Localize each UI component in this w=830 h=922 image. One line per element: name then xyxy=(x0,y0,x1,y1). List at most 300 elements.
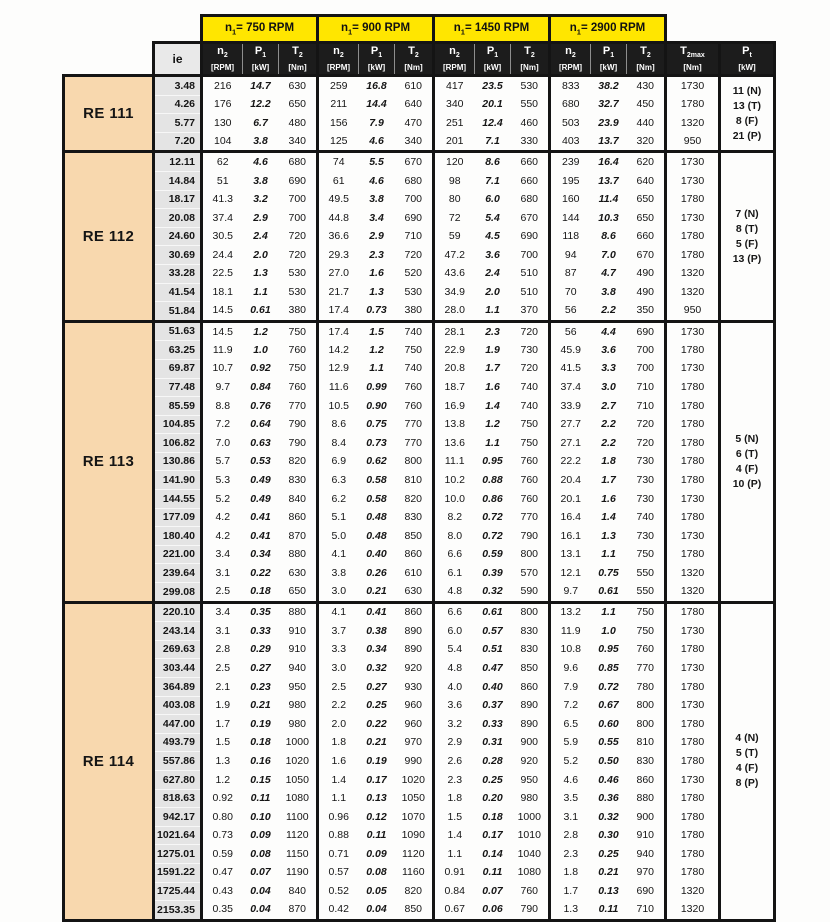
ie-cell: 557.86 xyxy=(154,752,202,771)
n2-cell: 216 xyxy=(202,76,243,96)
n2-cell: 4.1 xyxy=(318,602,359,622)
p1-cell: 38.2 xyxy=(591,76,627,96)
n2-cell: 27.0 xyxy=(328,267,349,280)
n2-cell: 27.7 xyxy=(560,418,581,431)
t2max-cell: 1320 xyxy=(666,901,720,921)
speed-band-2900: $n_1= 2900$ RPM xyxy=(550,16,666,43)
p1-cell: 0.37 xyxy=(482,699,503,712)
p1-cell: 7.0 xyxy=(601,248,616,261)
t2max-cell: 1730 xyxy=(666,490,720,509)
n2-cell: 0.42 xyxy=(318,901,359,921)
band-spacer-right xyxy=(666,16,775,43)
t2-cell: 640 xyxy=(627,171,666,190)
t2-cell: 760 xyxy=(279,341,318,360)
p1-cell: 0.06 xyxy=(475,901,511,921)
t2-cell: 1000 xyxy=(279,733,318,752)
group-label: RE 114 xyxy=(64,602,154,920)
t2-cell: 760 xyxy=(511,490,550,509)
p1-cell: 0.88 xyxy=(482,474,503,487)
p1-cell: 4.6 xyxy=(243,152,279,172)
p1-cell: 7.1 xyxy=(485,135,500,148)
t2-cell: 790 xyxy=(511,901,550,921)
t2-cell: 960 xyxy=(395,715,434,734)
p1-cell: 0.32 xyxy=(482,585,503,598)
n2-cell: 6.3 xyxy=(331,474,347,487)
t2max-cell: 1320 xyxy=(666,264,720,283)
t2-cell: 660 xyxy=(627,227,666,246)
t2-cell: 790 xyxy=(279,415,318,434)
n2-cell: 2.0 xyxy=(331,717,347,730)
n2-cell: 2.5 xyxy=(331,680,347,693)
n2-cell: 22.9 xyxy=(444,343,465,356)
group-label: RE 112 xyxy=(64,152,154,321)
p1-cell: 0.72 xyxy=(598,680,619,693)
p1-cell: 0.35 xyxy=(243,602,279,622)
p1-cell: 0.38 xyxy=(366,624,387,637)
n2-cell: 30.5 xyxy=(212,230,233,243)
t2-cell: 700 xyxy=(511,246,550,265)
t2-cell: 980 xyxy=(511,789,550,808)
t2-cell: 720 xyxy=(279,227,318,246)
t2-cell: 840 xyxy=(279,490,318,509)
t2-cell: 800 xyxy=(627,715,666,734)
t2max-cell: 1730 xyxy=(666,171,720,190)
t2-cell: 750 xyxy=(511,434,550,453)
n2-cell: 2.8 xyxy=(215,643,231,656)
p1-cell: 0.73 xyxy=(366,304,387,317)
n2-cell: 5.4 xyxy=(447,643,463,656)
n2-cell: 156 xyxy=(329,116,348,129)
p1-cell: 5.5 xyxy=(359,152,395,172)
t2max-cell: 1730 xyxy=(666,152,720,172)
n2-cell: 37.4 xyxy=(560,381,581,394)
p1-cell: 0.49 xyxy=(250,474,271,487)
t2-cell: 900 xyxy=(627,808,666,827)
n2-cell: 0.57 xyxy=(328,866,349,879)
n2-cell: 130 xyxy=(213,116,232,129)
p1-cell: 1.4 xyxy=(601,511,616,524)
ie-cell: 41.54 xyxy=(154,283,202,302)
n2-cell: 13.8 xyxy=(444,418,465,431)
t2-cell: 870 xyxy=(279,901,318,921)
n2-cell: 7.9 xyxy=(563,680,579,693)
n2-cell: 8.6 xyxy=(331,418,347,431)
data-row xyxy=(64,490,775,509)
p1-cell: 0.08 xyxy=(366,866,387,879)
p1-cell: 3.8 xyxy=(253,135,268,148)
t2-cell: 700 xyxy=(279,209,318,228)
t2-cell: 690 xyxy=(627,882,666,901)
n2-cell: 10.7 xyxy=(212,362,233,375)
ie-cell: 51.63 xyxy=(154,321,202,341)
n2-cell: 1.9 xyxy=(215,699,231,712)
t2-cell: 720 xyxy=(279,246,318,265)
p1-cell: 0.11 xyxy=(482,866,503,879)
t2-cell: 900 xyxy=(511,733,550,752)
p1-cell: 0.14 xyxy=(482,847,503,860)
p1-cell: 0.95 xyxy=(598,643,619,656)
n2-cell: 120 xyxy=(434,152,475,172)
table-body xyxy=(64,76,775,921)
p1-cell: 0.57 xyxy=(482,624,503,637)
t2-cell: 720 xyxy=(395,246,434,265)
n2-cell: 2.6 xyxy=(447,754,463,767)
p1-cell: 1.3 xyxy=(601,529,616,542)
t2-cell: 480 xyxy=(279,114,318,133)
data-row xyxy=(64,246,775,265)
t2max-cell: 1730 xyxy=(666,622,720,641)
n2-cell: 1.5 xyxy=(447,810,463,823)
n2-cell: 2.2 xyxy=(331,699,347,712)
t2-cell: 700 xyxy=(627,341,666,360)
n2-cell: 20.8 xyxy=(444,362,465,375)
n2-cell: 211 xyxy=(330,98,348,111)
t2max-cell: 1780 xyxy=(666,227,720,246)
n2-cell: 2.9 xyxy=(447,736,463,749)
n2-cell: 41.3 xyxy=(212,193,233,206)
p1-cell: 1.1 xyxy=(485,304,500,317)
p1-cell: 0.33 xyxy=(482,717,503,730)
n2-cell: 28.1 xyxy=(434,321,475,341)
n2-cell: 13.1 xyxy=(560,548,581,561)
t2-cell: 820 xyxy=(279,452,318,471)
p1-cell: 4.4 xyxy=(591,321,627,341)
t2-cell: 710 xyxy=(627,397,666,416)
n2-cell: 4.8 xyxy=(447,585,463,598)
n2-cell: 6.1 xyxy=(447,566,463,579)
p1-cell: 10.3 xyxy=(598,211,619,224)
n2-cell: 47.2 xyxy=(444,248,465,261)
t2max-cell: 1780 xyxy=(666,826,720,845)
col-header-t2-900: $T_2$ [Nm] xyxy=(395,43,434,76)
n2-cell: 6.0 xyxy=(447,624,463,637)
ie-cell: 303.44 xyxy=(154,659,202,678)
t2-cell: 870 xyxy=(279,527,318,546)
ie-cell: 24.60 xyxy=(154,227,202,246)
t2-cell: 790 xyxy=(511,527,550,546)
t2max-cell: 1320 xyxy=(666,114,720,133)
ie-cell: 818.63 xyxy=(154,789,202,808)
n2-cell: 4.8 xyxy=(447,661,463,674)
data-row xyxy=(64,583,775,603)
p1-cell: 1.2 xyxy=(369,343,384,356)
t2-cell: 650 xyxy=(627,190,666,209)
data-row xyxy=(64,209,775,228)
p1-cell: 0.90 xyxy=(366,399,387,412)
p1-cell: 2.0 xyxy=(253,248,268,261)
p1-cell: 0.26 xyxy=(366,566,387,579)
t2-cell: 950 xyxy=(511,770,550,789)
t2-cell: 610 xyxy=(395,76,434,96)
p1-cell: 0.72 xyxy=(482,511,503,524)
t2-cell: 890 xyxy=(511,696,550,715)
ie-cell: 627.80 xyxy=(154,770,202,789)
col-header-t2max: $T_{2max}$ [Nm] xyxy=(666,43,720,76)
n2-cell: 0.52 xyxy=(328,885,349,898)
t2-cell: 740 xyxy=(627,508,666,527)
group-label: RE 111 xyxy=(64,76,154,152)
p1-cell: 0.19 xyxy=(366,754,387,767)
t2-cell: 830 xyxy=(627,752,666,771)
n2-cell: 13.2 xyxy=(550,602,591,622)
ie-cell: 4.26 xyxy=(154,95,202,114)
t2-cell: 750 xyxy=(511,415,550,434)
ie-cell: 299.08 xyxy=(154,583,202,603)
n2-cell: 259 xyxy=(318,76,359,96)
n2-cell: 22.5 xyxy=(212,267,233,280)
p1-cell: 0.99 xyxy=(366,381,387,394)
t2max-cell: 1780 xyxy=(666,733,720,752)
p1-cell: 0.32 xyxy=(598,810,619,823)
p1-cell: 0.17 xyxy=(366,773,387,786)
n2-cell: 14.2 xyxy=(328,343,349,356)
t2-cell: 790 xyxy=(279,434,318,453)
ie-cell: 177.09 xyxy=(154,508,202,527)
p1-cell: 1.1 xyxy=(591,602,627,622)
n2-cell: 36.6 xyxy=(328,230,349,243)
p1-cell: 0.75 xyxy=(598,566,619,579)
t2max-cell: 1780 xyxy=(666,863,720,882)
gear-ratings-table xyxy=(62,14,776,922)
header-spacer-group xyxy=(64,43,154,76)
data-row xyxy=(64,545,775,564)
ie-cell: 1591.22 xyxy=(154,863,202,882)
p1-cell: 3.8 xyxy=(253,174,268,187)
t2-cell: 1120 xyxy=(279,826,318,845)
t2-cell: 1020 xyxy=(279,752,318,771)
n2-cell: 11.1 xyxy=(444,455,465,468)
n2-cell: 0.59 xyxy=(212,847,233,860)
p1-cell: 6.7 xyxy=(253,116,268,129)
p1-cell: 0.72 xyxy=(482,529,503,542)
t2-cell: 1050 xyxy=(395,789,434,808)
t2max-cell: 1780 xyxy=(666,452,720,471)
n2-cell: 160 xyxy=(561,193,580,206)
n2-cell: 833 xyxy=(550,76,591,96)
n2-cell: 11.6 xyxy=(328,381,349,394)
t2max-cell: 1780 xyxy=(666,471,720,490)
col-header-t2-2900: $T_2$ [Nm] xyxy=(627,43,666,76)
t2-cell: 910 xyxy=(279,640,318,659)
n2-cell: 14.5 xyxy=(212,304,233,317)
t2-cell: 800 xyxy=(511,602,550,622)
p1-cell: 0.48 xyxy=(366,511,387,524)
t2-cell: 1080 xyxy=(279,789,318,808)
t2-cell: 660 xyxy=(511,171,550,190)
data-row xyxy=(64,659,775,678)
t2max-cell: 1730 xyxy=(666,696,720,715)
data-row xyxy=(64,359,775,378)
p1-cell: 3.2 xyxy=(253,193,268,206)
ie-cell: 144.55 xyxy=(154,490,202,509)
p1-cell: 0.33 xyxy=(250,624,271,637)
p1-cell: 0.27 xyxy=(250,661,271,674)
n2-cell: 3.4 xyxy=(202,602,243,622)
p1-cell: 0.64 xyxy=(250,418,271,431)
n2-cell: 4.6 xyxy=(563,773,579,786)
n2-cell: 8.8 xyxy=(215,399,231,412)
ie-cell: 12.11 xyxy=(154,152,202,172)
ie-cell: 243.14 xyxy=(154,622,202,641)
n2-cell: 201 xyxy=(445,135,464,148)
p1-cell: 3.6 xyxy=(485,248,500,261)
t2-cell: 750 xyxy=(279,359,318,378)
n2-cell: 74 xyxy=(318,152,359,172)
p1-cell: 0.30 xyxy=(598,829,619,842)
t2-cell: 760 xyxy=(395,378,434,397)
p1-cell: 0.36 xyxy=(598,792,619,805)
n2-cell: 1.8 xyxy=(331,736,347,749)
data-row xyxy=(64,452,775,471)
n2-cell: 0.92 xyxy=(212,792,233,805)
t2-cell: 710 xyxy=(395,227,434,246)
n2-cell: 340 xyxy=(445,98,464,111)
p1-cell: 2.2 xyxy=(601,436,616,449)
t2-cell: 430 xyxy=(627,76,666,96)
p1-cell: 0.21 xyxy=(366,585,387,598)
n2-cell: 49.5 xyxy=(328,193,349,206)
t2-cell: 1160 xyxy=(395,863,434,882)
t2max-cell: 1780 xyxy=(666,508,720,527)
n2-cell: 0.47 xyxy=(212,866,233,879)
t2-cell: 810 xyxy=(395,471,434,490)
ie-cell: 18.17 xyxy=(154,190,202,209)
n2-cell: 1.5 xyxy=(215,736,231,749)
n2-cell: 1.6 xyxy=(331,754,347,767)
pt-cell: 7 (N) 8 (T) 5 (F) 13 (P) xyxy=(720,152,775,321)
p1-cell: 0.08 xyxy=(250,847,271,860)
t2-cell: 550 xyxy=(627,564,666,583)
t2-cell: 1010 xyxy=(511,826,550,845)
p1-cell: 12.4 xyxy=(482,116,503,129)
n2-cell: 3.0 xyxy=(331,585,347,598)
t2-cell: 910 xyxy=(279,622,318,641)
data-row xyxy=(64,302,775,322)
t2max-cell: 1780 xyxy=(666,190,720,209)
p1-cell: 0.41 xyxy=(250,529,271,542)
p1-cell: 0.21 xyxy=(598,866,619,879)
n2-cell: 0.84 xyxy=(444,885,465,898)
t2max-cell: 950 xyxy=(666,132,720,152)
col-header-n2-2900: $n_2$ [RPM] xyxy=(550,43,591,76)
n2-cell: 24.4 xyxy=(212,248,233,261)
t2-cell: 700 xyxy=(279,190,318,209)
n2-cell: 3.1 xyxy=(215,566,231,579)
p1-cell: 2.9 xyxy=(369,230,384,243)
column-header-row xyxy=(64,43,775,76)
p1-cell: 1.1 xyxy=(601,548,616,561)
data-row xyxy=(64,808,775,827)
p1-cell: 6.0 xyxy=(485,193,500,206)
t2-cell: 1050 xyxy=(279,770,318,789)
col-header-t2-750: $T_2$ [Nm] xyxy=(279,43,318,76)
p1-cell: 0.34 xyxy=(250,548,271,561)
p1-cell: 3.8 xyxy=(369,193,384,206)
p1-cell: 0.28 xyxy=(482,754,503,767)
p1-cell: 0.41 xyxy=(359,602,395,622)
t2-cell: 950 xyxy=(279,678,318,697)
n2-cell: 70 xyxy=(564,286,577,299)
data-row xyxy=(64,826,775,845)
p1-cell: 0.13 xyxy=(598,885,619,898)
p1-cell: 14.7 xyxy=(243,76,279,96)
t2max-cell: 1780 xyxy=(666,715,720,734)
p1-cell: 0.12 xyxy=(366,810,387,823)
n2-cell: 4.1 xyxy=(331,548,347,561)
n2-cell: 118 xyxy=(562,230,580,243)
p1-cell: 1.8 xyxy=(601,455,616,468)
n2-cell: 10.2 xyxy=(444,474,465,487)
t2max-cell: 1730 xyxy=(666,76,720,96)
n2-cell: 2.5 xyxy=(215,661,231,674)
t2-cell: 730 xyxy=(627,471,666,490)
data-row xyxy=(64,602,775,622)
ie-cell: 14.84 xyxy=(154,171,202,190)
p1-cell: 0.04 xyxy=(359,901,395,921)
t2-cell: 720 xyxy=(627,434,666,453)
ie-cell: 106.82 xyxy=(154,434,202,453)
p1-cell: 0.11 xyxy=(366,829,387,842)
p1-cell: 0.18 xyxy=(250,585,271,598)
ie-cell: 33.28 xyxy=(154,264,202,283)
t2-cell: 880 xyxy=(279,602,318,622)
t2-cell: 320 xyxy=(627,132,666,152)
n2-cell: 6.2 xyxy=(331,492,347,505)
data-row xyxy=(64,696,775,715)
t2-cell: 860 xyxy=(395,545,434,564)
ie-cell: 69.87 xyxy=(154,359,202,378)
t2-cell: 820 xyxy=(395,490,434,509)
t2-cell: 760 xyxy=(395,397,434,416)
n2-cell: 195 xyxy=(561,174,580,187)
ie-cell: 239.64 xyxy=(154,564,202,583)
p1-cell: 0.21 xyxy=(366,736,387,749)
p1-cell: 1.5 xyxy=(359,321,395,341)
n2-cell: 6.9 xyxy=(331,455,347,468)
p1-cell: 0.05 xyxy=(366,885,387,898)
t2-cell: 470 xyxy=(395,114,434,133)
data-row xyxy=(64,471,775,490)
data-row xyxy=(64,863,775,882)
p1-cell: 4.7 xyxy=(601,267,616,280)
t2-cell: 730 xyxy=(511,341,550,360)
data-row xyxy=(64,264,775,283)
col-header-pt: $P_t$ [kW] xyxy=(720,43,775,76)
t2-cell: 340 xyxy=(279,132,318,152)
t2-cell: 860 xyxy=(279,508,318,527)
t2-cell: 1090 xyxy=(395,826,434,845)
t2-cell: 710 xyxy=(627,901,666,921)
p1-cell: 3.0 xyxy=(601,381,616,394)
t2-cell: 800 xyxy=(627,696,666,715)
t2-cell: 1190 xyxy=(279,863,318,882)
p1-cell: 0.53 xyxy=(250,455,271,468)
p1-cell: 0.20 xyxy=(482,792,503,805)
n2-cell: 0.73 xyxy=(212,829,233,842)
p1-cell: 0.76 xyxy=(250,399,271,412)
ie-cell: 447.00 xyxy=(154,715,202,734)
p1-cell: 0.51 xyxy=(482,643,503,656)
p1-cell: 0.40 xyxy=(482,680,503,693)
n2-cell: 5.7 xyxy=(215,455,231,468)
p1-cell: 23.5 xyxy=(475,76,511,96)
t2-cell: 970 xyxy=(395,733,434,752)
t2-cell: 740 xyxy=(395,359,434,378)
t2-cell: 700 xyxy=(627,359,666,378)
t2-cell: 690 xyxy=(511,227,550,246)
n2-cell: 56 xyxy=(564,304,577,317)
n2-cell: 239 xyxy=(550,152,591,172)
